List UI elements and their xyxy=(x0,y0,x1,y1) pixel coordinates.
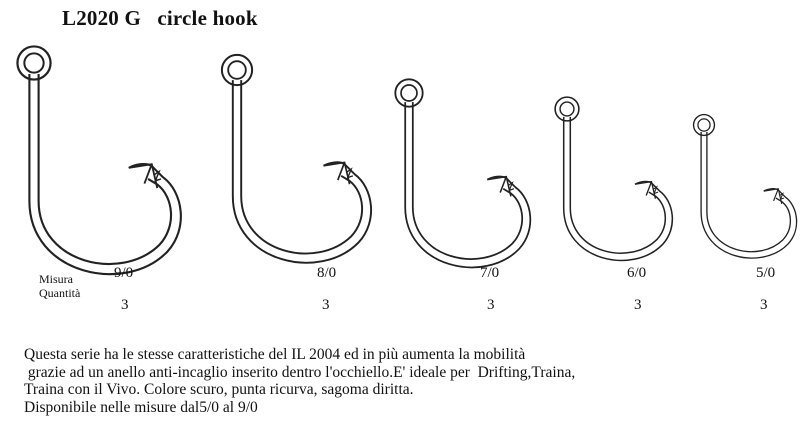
size-label: Misura xyxy=(39,272,73,286)
hook-size-8-0: 8/0 xyxy=(317,265,337,281)
hook-8-0 xyxy=(222,55,371,263)
hook-qty-8-0: 3 xyxy=(322,297,330,313)
hook-qty-5-0: 3 xyxy=(760,297,768,313)
hook-size-5-0: 5/0 xyxy=(756,265,776,281)
hook-size-7-0: 7/0 xyxy=(480,265,500,281)
hook-qty-7-0: 3 xyxy=(487,297,495,313)
hook-9-0 xyxy=(17,46,180,274)
hook-qty-6-0: 3 xyxy=(634,297,642,313)
hook-6-0 xyxy=(555,97,672,260)
description xyxy=(24,346,764,416)
description-line: Disponibile nelle misure dal5/0 al 9/0 xyxy=(24,398,258,416)
hook-size-9-0: 9/0 xyxy=(114,265,134,281)
hook-size-6-0: 6/0 xyxy=(627,265,647,281)
description-line: Traina con il Vivo. Colore scuro, punta ricurva, sagoma diritta. xyxy=(24,381,414,398)
description-line: grazie ad un anello anti-incaglio inserito dentro l'occhiello.E' ideale per Drifting,Traina, xyxy=(24,363,576,381)
description-line: Questa serie ha le stesse caratteristiche del IL 2004 ed in più aumenta la mobilità xyxy=(24,346,526,363)
hook-7-0 xyxy=(395,79,530,267)
page-title: L2020 G circle hook xyxy=(62,6,258,30)
hook-qty-9-0: 3 xyxy=(121,297,129,313)
hook-5-0 xyxy=(694,115,797,259)
quantity-label: Quantità xyxy=(39,286,81,300)
